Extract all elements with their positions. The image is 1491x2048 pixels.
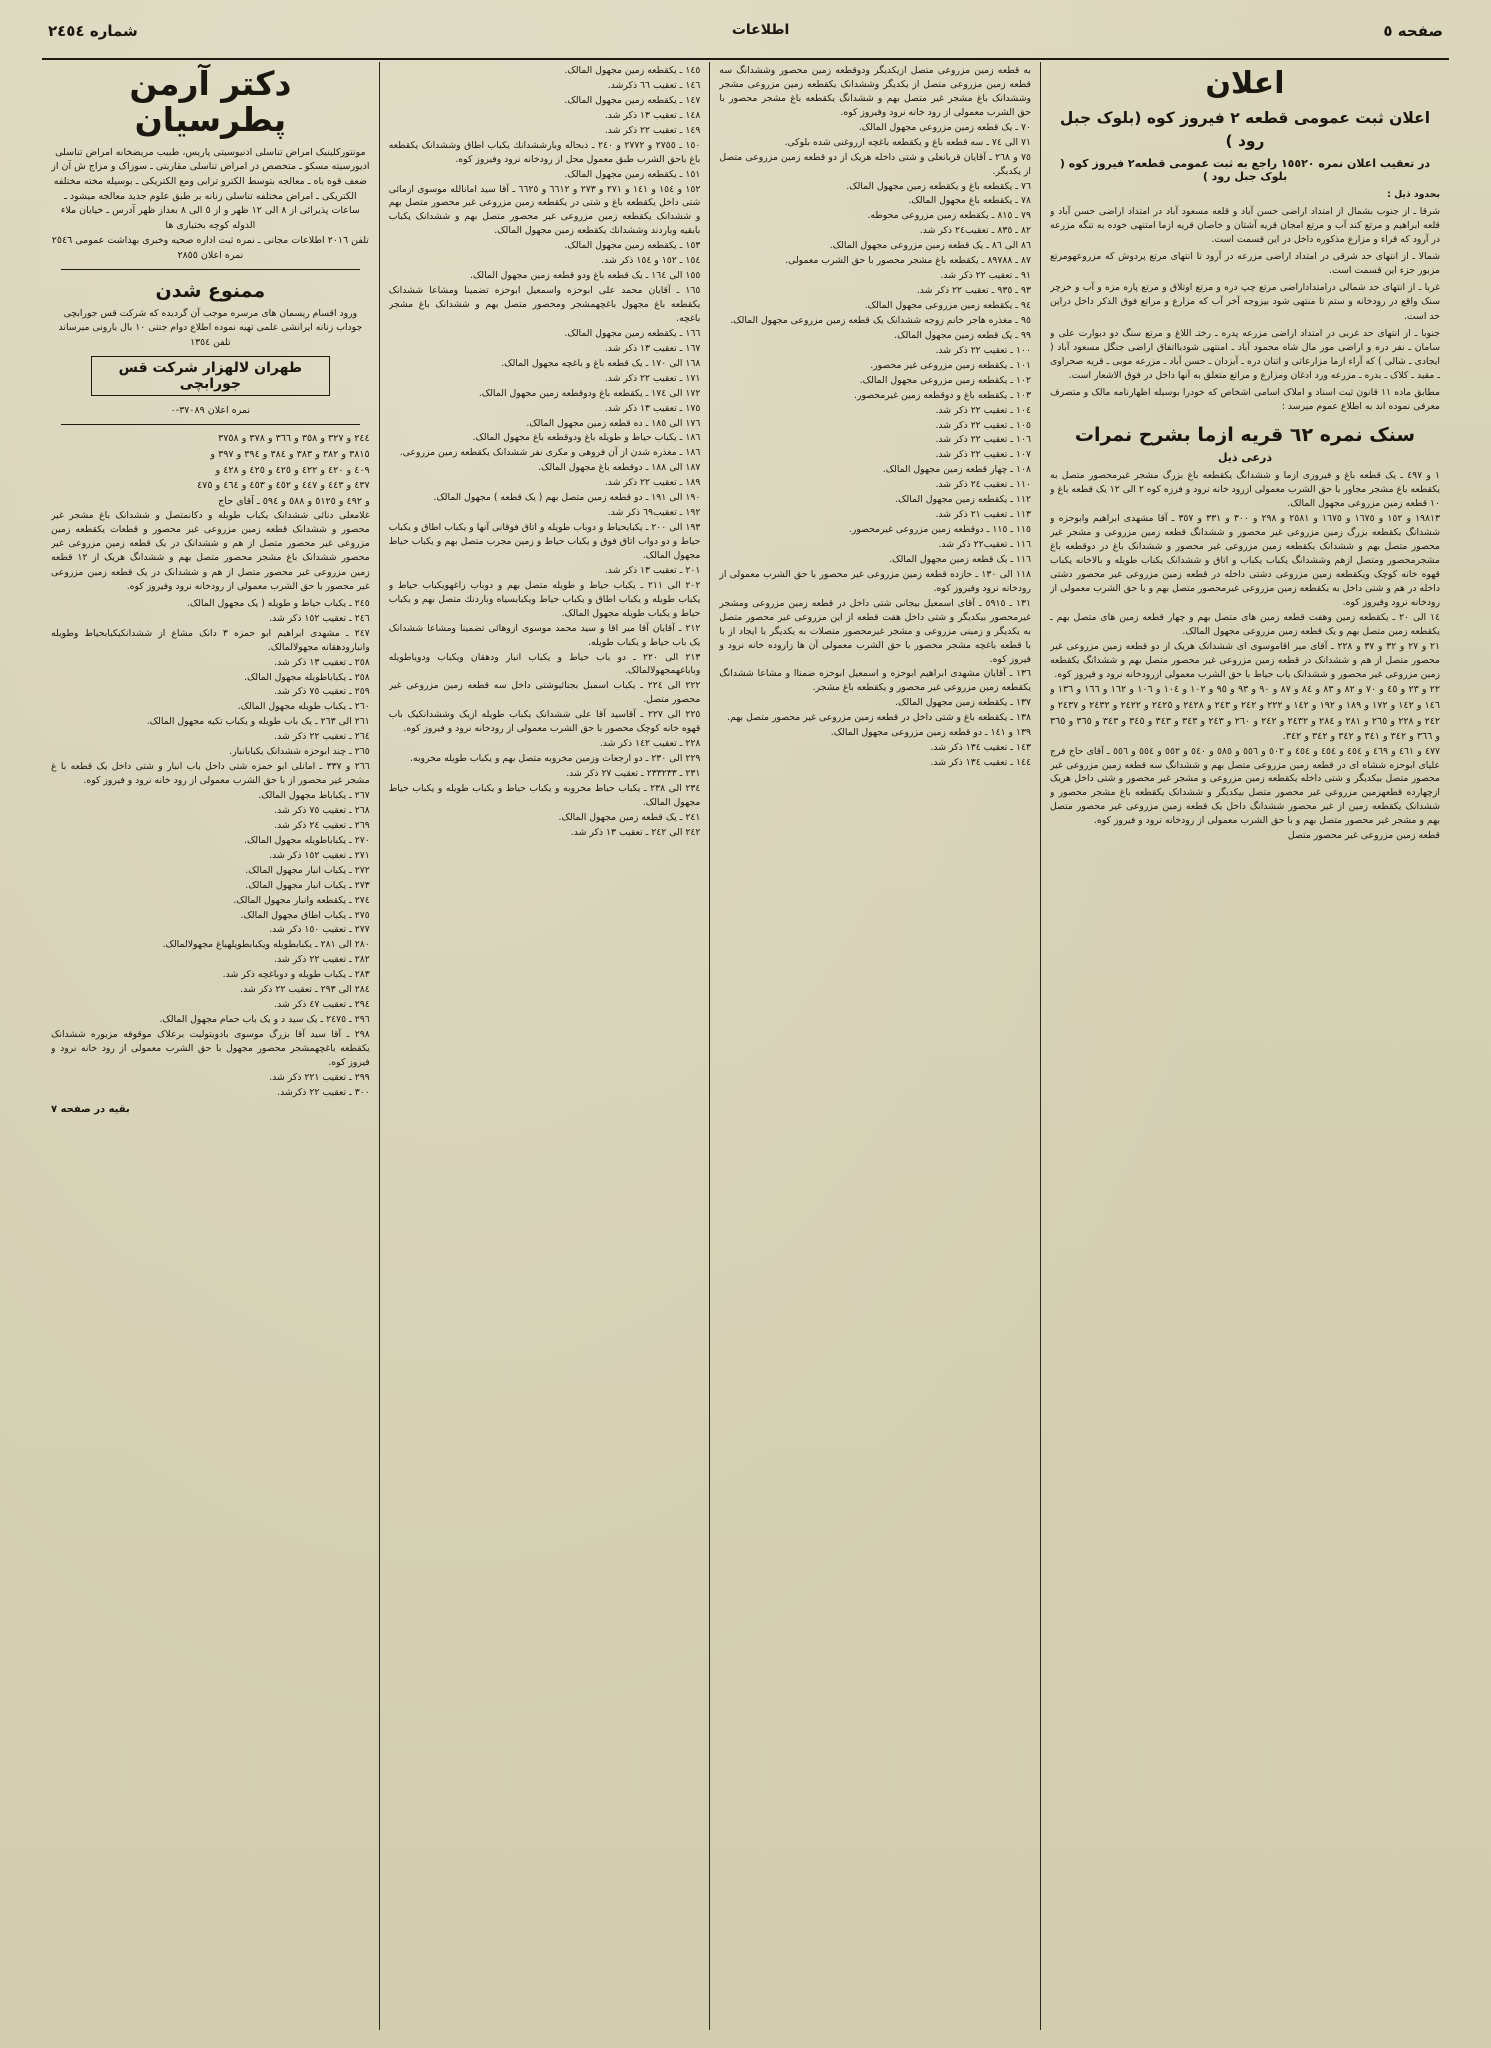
list-item: ١٠٤ ـ تعقیب ٢٢ ذکر شد. — [935, 404, 1031, 416]
list-item: ١٠٢ ـ یکقطعه زمین مزروعی مجهول المالک. — [859, 374, 1031, 386]
company-name: طهران لالهزار شرکت قس جورابچی — [91, 356, 330, 396]
list-item: ١٣٦ ـ آقایان مشهدی ابراهیم ابوحزه و اسمعیل ابوحزه ضمناا و مشاعا ششدانگ یکقطعه زمین مزروعی غیر محصور و یکقطعه باغ مشجر. — [719, 668, 1031, 694]
numbers-line-5: و ٤٩٢ و ٥١٢٥ و ٥٨٨ و ٥٩٤ ـ آقای حاج — [218, 495, 370, 507]
list-item: ١٥٢ و ١٥٤ و ١٤١ و ٢٧١ و ٢٧٣ و ٦٦١٢ و ٦٦٢٥ ـ آقا سید امانالله موسوی ازمائی شتی داخل یکقطعه باغ و شتی در یکقطعه زمین مزروعی غیر محصور متصل بهم و ششدانک یکقطعه زمین مزروعی غیر محصور متصل بهم و ششدانک یکباب بابقیه وباردند وششدانك یکقطعه زمین مجهول المالک. — [388, 183, 701, 237]
list-item: ٧٠ ـ یک قطعه زمین مزروعی مجهول المالک. — [858, 121, 1031, 133]
list-item: ٢٤٢ الی ٢٤٢ ـ تعقیب ١٣ ذکر شد. — [570, 826, 701, 838]
list-item: ٢٥٨ ـ تعقیب ١٣ ذکر شد. — [274, 656, 370, 668]
list-item: ١٠٦ ـ تعقیب ٢٢ ذکر شد. — [935, 434, 1031, 446]
list-item: ٢٦٠ ـ یکباب طویله مجهول المالک. — [237, 701, 370, 713]
list-item: ٢٩٨ ـ آقا سید آقا بزرگ موسوی بادویتولیت برعلاک موقوفه مزبوره ششدانک یکقطعه باغچهمشجر محصور مجهول با حق الشرب معمولی از رود خانه نرود و فیروز کوه. — [51, 1029, 370, 1068]
list-item: ١٠٨ ـ چهار قطعه زمین مجهول المالک. — [882, 464, 1031, 476]
list-item: ١٧٥ ـ تعقیب ١٣ ذکر شد. — [604, 402, 701, 414]
column-1-announcement — [1041, 62, 1449, 2030]
ad-divider — [61, 269, 360, 270]
list-item: ٢٨٠ الی ٢٨١ ـ یکبابطویله ویکبابطویلهباغ مجهولالمالک. — [162, 939, 370, 951]
list-item: ٢٧٥ ـ یکباب اطاق مجهول المالک. — [240, 909, 370, 921]
list-item: ١٣١ ـ ٥٩١٥ ـ آقای اسمعیل بیجانی شتی داخل در قطعه زمین مزروعی ومشجر غیرمحصور بیکدیگر و شتی داخل هفت قطعه از این مزروعی غیر محصور متصل به یکدیگر و زمینی مزروعی و مشجر غیرمحصور متصلات به یکدیگر با ایجاد از با با قطعه باغچه مشجر محصور با حق الشرب معمولی آن ها زاروده خانه نرود و فیروز کوه. — [719, 597, 1031, 665]
list-item: به قطعه زمین مزروعی متصل ازیکدیگر ودوقطعه زمین محصور وششدانگ سه قطعه زمین مزروعی متصل از یکدیگر وششدانک یکقطعه زمین مزروعی مشجر وششدانک باغ مشجر غیر متصل بهم و ششدانگ یکقطعه باغ مشجر محصور با حق الشرب معمولی از رود خانه نرود وفیروز کوه. — [719, 65, 1031, 118]
list-item: ١٠٥ ـ تعقیب ٢٢ ذکر شد. — [935, 419, 1031, 431]
numbers-line-4: ٤٣٧ و ٤٤٣ و ٤٤٧ و ٤٥٢ و ٤٥٣ و ٤٦٤ و ٤٧٥ — [197, 480, 370, 492]
list-item: ٧٨ ـ یکقطعه باغ مجهول المالک. — [908, 195, 1031, 207]
page-number-label: صفحه ٥ — [1383, 22, 1443, 40]
numbers-line-3: ٤٠٩ و ٤٢٠ و ٤٢٢ و ٤٢٥ و ٤٢٥ و ٤٢٨ و — [215, 464, 370, 476]
list-item: ٢١٣ الی ٢٢٠ ـ دو باب حیاط و یکباب انبار ودهقان ویکباب ودویاطویله وباباغهمجهولالمالک. — [388, 651, 701, 677]
list-item: ٢٦٧ ـ یکباباط مجهول المالک. — [258, 790, 370, 802]
list-item: ١٤٨ ـ تعقیب ١٣ ذکر شد. — [604, 109, 701, 121]
column-3-items — [389, 64, 701, 2030]
list-item: ١١٣ ـ تعقیب ٢١ ذکر شد. — [935, 509, 1031, 521]
list-item: ٢١٢ ـ آقایان آقا میر اقا و سید محمد موسوی ازوهائی تضمینا ومشاعا ششدانک یک باب حیاط و یکباب طویله. — [388, 622, 701, 648]
list-item: ١٤٧ ـ یکقطعه زمین مجهول المالک. — [564, 94, 701, 106]
list-item: ١٥٥ الی ١٦٤ ـ یک قطعه باغ ودو قطعه زمین مجهول المالک. — [469, 270, 701, 282]
list-item: ٨٧ ـ ٨٩٧٨٨ ـ یکقطعه باغ مشجر محصور با حق الشرب معمولی. — [785, 255, 1031, 267]
list-item: ٢٧٢ ـ یکباب انبار مجهول المالک. — [245, 864, 370, 876]
list-item: ٢٧٣ ـ یکباب انبار مجهول المالک. — [245, 879, 370, 891]
column-4-items — [51, 597, 370, 1100]
list-item: ٢٦١ الی ٢٦٣ ـ یک باب طویله و یکباب تکیه مجهول المالک. — [146, 716, 370, 728]
villages-section-title: سنک نمره ٦٢ قریه ازما بشرح نمرات — [1074, 424, 1416, 447]
list-item: ٢٠٢ الی ٢١١ ـ یکباب حیاط و طویله متصل بهم و دوباب زاغهویکباب حیاط و یکباب طویله و یکباب اطاق و یکباب حیاط ویکبابسیاه وباردنك متصل بهم و یکباب حیاط و یکباب طویله مجهول المالک. — [388, 579, 701, 619]
notice-title: ممنوع شدن — [155, 280, 266, 303]
announcement-subtitle: اعلان ثبت عمومی قطعه ۲ فیروز کوه (بلوک جبل رود ) — [1059, 109, 1431, 151]
list-item: ١٤٤ ـ تعقیب ١٣٤ ذکر شد. — [930, 757, 1031, 769]
doctor-ad-body: مونتورکلینیک امراض تناسلی ادنیوسیتی پاریس، طبیب مریضخانه امراض تناسلی ادیورسیته مسکو ـ متخصص در امراض تناسلی مقاربتی ـ سوزاک و مزاج ش آن از ضعف قوه باه ـ معالجه بتوسط الکترو ترابی ومع الکتریکی ـ بوسیله مخته مختلفه الکتریکی ـ امراض مختلفه تناسلی زنانه بر طبق علوم جدید معالجه میشود ـ ساعات پذیرائی از ۸ الی ۱۲ ظهر و از ٥ الی ۸ بعداز ظهر آدرس ـ خیابان ملاء الدوله کوچه بختیاری ها — [51, 146, 370, 232]
list-item: ١٥٣ ـ یکقطعه زمین مجهول المالک. — [564, 240, 701, 252]
list-item: ٢٦٤ ـ تعقیب ٢٢ ذکر شد. — [274, 731, 370, 743]
list-item: ٢٢٥ الی ٢٢٧ ـ آقاسید آقا علی ششدانک یکباب طویله ازیک وششدانکیک باب قهوه خانه کوچک محصور با حق الشرب معمولی از رودخانه نرود و فیروز کوه. — [388, 709, 701, 735]
continuation-note: بقیه در صفحه ٧ — [51, 1103, 130, 1115]
masthead — [42, 22, 1449, 60]
list-item: ١٨٦ ـ مغذره شدن از آن فروهی و مکری نفر ششدانک یکقطعه زمین مزروعی. — [399, 447, 701, 459]
list-item: ١٥٠ ـ ٢٧٥٥ و ٢٧٧٢ و ٢٤٠ ـ ذبحاله وبارششدانك یکباب اطاق وششدانک یکقطعه باغ باحق الشرب طبق معمول محل از رودخانه نرود وفیروز کوه. — [388, 139, 701, 165]
list-item: ١٠٠ ـ تعقیب ٢٢ ذکر شد. — [935, 344, 1031, 356]
list-item: ١٨٧ الی ١٨٨ ـ دوقطعه باغ مجهول المالک. — [538, 462, 701, 474]
list-item: ٢٦٩ ـ تعقیب ٢٤ ذکر شد. — [274, 819, 370, 831]
column-3-list — [380, 62, 711, 2030]
list-item: ١٣٩ و ١٤١ ـ دو قطعه زمین مزروعی مجهول المالک. — [830, 727, 1031, 739]
doctor-ad-number: نمره اعلان ٢٨٥٥ — [177, 249, 244, 261]
list-item: ٢٣١ ـ ٢٣٣٢٣٣ ـ تعقیب ٢٧ ذکر شد. — [566, 768, 701, 779]
list-item: ١١٥ ـ ١١٥ ـ دوقطعه زمین مزروعی غیرمحصور. — [848, 524, 1031, 536]
list-item: ١٥١ ـ یکقطعه زمین مجهول المالک. — [564, 168, 701, 180]
paper-name: اطلاعات — [731, 22, 790, 38]
list-item: ١٦٧ ـ تعقیب ١٣ ذکر شد. — [604, 342, 701, 354]
list-item: ٢٤١ ـ یک قطعه زمین مجهول المالک. — [558, 811, 701, 823]
list-item: ٩٣ ـ ٩٣٥ ـ تعقیب ٢٢ ذکر شد. — [916, 285, 1031, 297]
list-item: ١٩٢ ـ تعقیب٦٩ ذکر شد. — [607, 507, 701, 519]
list-item: ٢٨٣ ـ یکباب طویله و دوباغچه ذکر شد. — [222, 969, 370, 981]
list-item: ٨٢ ـ ٨٣٥ ـ تعقیب٢٤ ذکر شد. — [919, 225, 1031, 237]
list-item: ١٧١ ـ تعقیب ٢٢ ذکر شد. — [604, 372, 701, 384]
list-item: ٢٢٩ الی ٢٣٠ ـ دو ارجعات وزمین مخروبه متصل بهم و یکباب طویله مخروبه. — [410, 753, 701, 765]
company-ad-number: نمره اعلان ٣٧٠٨٩-٠ — [170, 404, 251, 416]
list-item: ١١٦ ـ یک قطعه زمین مجهول المالک. — [889, 553, 1031, 565]
list-item: ١١٠ ـ تعقیب ٢٤ ذکر شد. — [935, 479, 1031, 491]
list-item: ٢١ و ٢٧ و ٣٢ و ٣٧ و ٢٢٨ ـ آقای میر اقاموسوی ای ششدانک هریک از دو قطعه زمین مزروعی غیر محصور متصل از هم و ششدانک در قطعه زمین مزروعی غیر محصور متصل بهم و ششدانگ یکقطعه زمین مزروعی غیر محصور و ششدانک یاب حیاط با حق الشرب معمولی ازرودخانه نرود و فیروز کوه. — [1049, 640, 1440, 680]
list-item-numbers: ٢٢ و ٢٣ و ٤٥ و ٧٠ و ٨٢ و ٨٣ و ٨٤ و ٨٧ و ٩٠ و ٩٣ و ٩٥ و ١٠٢ و ١٠٤ و ١٠٦ و ١٦٢ و ١٦٦ و ١٣٦ و ١٤٦ و ١٤٢ و ١٧٢ و ١٨٩ و ١٩٢ و ١٤٢ و ٢٢٢ و ٢٤٢ و ٢٤٣ و ٢٤٢٨ و ٢٤٢٥ و ٢٤٢٢ و ٢٤٣٢ و ٢٤٣٧ و ٢٤٢ و ٢٢٨ و ٢٦٥ و ٢٨١ و ٢٨٤ و ٢٤٣٢ و ٢٤٢ و ٢٦٠ و ٢٤٣ و ٣٤٣ و ٣٤٣ و ٣٤٥ و ٣٤٣ و ٣٦٥ و ٣٦٥ و ٣٦٦ و ٣٤٢ و ٣٤١ و ٣٤٢ و ٣٤٢ و ٣٤٢. — [1049, 684, 1440, 743]
announcement-title: اعلان — [1205, 66, 1285, 101]
list-item: ٢٩٩ ـ تعقیب ٢٢١ ذکر شد. — [269, 1071, 370, 1083]
list-item: ٢٧٠ ـ یکباباطویله مجهول المالک. — [243, 834, 370, 846]
list-item: ٢٢٢ الی ٢٢٤ ـ یکباب اسمبل بجنائیوشتی داخل سه قطعه زمین مزروعی غیر محصور متصل. — [388, 680, 701, 706]
list-item: ٢٩٦ ـ ٢٤٧٥ ـ یک سید د و یک باب حمام مجهول المالک. — [159, 1014, 370, 1026]
column-2-items — [719, 64, 1031, 2030]
list-item: ١٠٣ ـ یکقطعه باغ و دوقطعه زمین غیرمحصور. — [854, 389, 1031, 401]
list-item: ٧١ الی ٧٤ ـ سه قطعه باغ و یکقطعه باغچه ازروغنی شده بلوکی. — [784, 136, 1031, 148]
list-item: ١٦٨ الی ١٧٠ ـ یک قطعه باغ و باغچه مجهول المالک. — [501, 357, 701, 369]
doctor-ad-phone: تلفن ٢٠١٦ اطلاعات مجانی ـ نمره ثبت اداره صحیه وخبری بهداشت عمومی ٢٥٤٦ — [51, 234, 369, 246]
list-item: ٢٧١ ـ تعقیب ١٥٢ ذکر شد. — [269, 849, 370, 861]
column-2-list — [710, 62, 1041, 2030]
list-item: ٢٥٨ ـ یکباباطویله مجهول المالک. — [243, 671, 370, 683]
villages-list — [1050, 469, 1440, 843]
list-item: ٢٦٥ ـ چند ابوحزه ششدانک یکبابانبار. — [229, 746, 370, 758]
list-item: ٢٢٨ ـ تعقیب ١٤٢ ذکر شد. — [599, 738, 701, 750]
announcement-para-east: شرقا ـ از جنوب بشمال از امتداد اراضی حسن آباد و قلعه مسعود آباد در امتداد اراضی حسن آباد و قلعه ابراهیم و مرتع کند آب و مرتع امجان قریه آشتان و خاصان قریه ازما امتنهی خوده به تنگه مزرعه در آرود که قراء و مزارع مذکوره داخل در این قسمت است. — [1049, 205, 1440, 245]
list-item: ٢٨٤ الی ٢٩٣ ـ تعقیب ٢٢ ذکر شد. — [240, 984, 370, 996]
list-item: ١ و ٤٩٧ ـ یک قطعه باغ و فیروزی ازما و ششدانگ یکقطعه باغ بزرگ مشجر غیرمحصور متصل به یکقطعه باغ مشجر مجاور با حق الشرب معمولی ازرود خانه نرود و فرزه کوه ۲ الی ۱۲ یک قطعه باغ و ١٠ قطعه زمین مزروعی مجهول المالک. — [1049, 470, 1440, 510]
list-item: ٢٤٥ ـ یکباب حیاط و طویله ( یک مجهول المالک. — [186, 597, 370, 609]
list-item: ١٨٦ ـ یکباب حیاط و طویله باغ ودوقطعه باغ مجهول المالک. — [472, 432, 701, 444]
list-item: ١٤٩ ـ تعقیب ٢٢ ذکر شد. — [604, 124, 701, 136]
numbers-line-2: ٣٨١٥ و ٣٨٢ و ٣٨٣ و ٣٨٤ و ٣٩٤ و ٣٩٧ و — [210, 448, 370, 460]
doctor-ad-name: دکتر آرمن پطرسیان — [129, 64, 292, 140]
list-item: ١٤٣ ـ تعقیب ١٣٤ ذکر شد. — [930, 742, 1031, 754]
page-sheet — [42, 22, 1449, 2030]
list-item: ٩٩ ـ یک قطعه زمین مجهول المالک. — [894, 329, 1031, 341]
list-item: ٩١ ـ تعقیب ٢٢ ذکر شد. — [940, 270, 1031, 282]
list-item: ٢٧٤ ـ یکقطعه وانبار مجهول المالک. — [233, 894, 370, 906]
issue-number: شماره ۲٤٥٤ — [48, 22, 138, 40]
list-item: ٢٤٦ ـ تعقیب ١٥٢ ذکر شد. — [269, 612, 370, 624]
list-item: قطعه زمین مزروعی غیر محصور متصل — [1287, 830, 1440, 842]
notice-body: ورود اقسام ریسمان های مرسره موجب آن گردیده که شرکت قس جورابچی جوداب زنانه ایرانشی علمی تهیه نموده اطلاع دوام جنتی ١٠ بال بارونی میرساند تلفن ١٣٥٤ — [58, 308, 363, 348]
list-item: ١١٦ ـ تعقیب٢٢ ذکر شد. — [938, 539, 1031, 550]
announcement-para-law: مطابق ماده ١١ قانون ثبت اسناد و املاک اسامی اشخاص که خودرا بوسیله اظهارنامه مالک و متصرف معرفی نموده اند به اطلاع عموم میرسد : — [1049, 387, 1440, 413]
list-item: ٢٩٤ ـ تعقیب ٤٧ ذکر شد. — [274, 999, 370, 1011]
announcement-para-west: غربا ـ از انتهای حد شمالی درامتداداراضی مرتع چپ دره و مرتع اوتلاق و مرتع پاره مزه و آب و خرچر سنک واقع در رودخانه و ستم تا منتهی شود بیزوجه آخر آب که مزارع و مراتع فوق الذکر داخل دراین حد است. — [1049, 282, 1440, 322]
numbers-line-1: ٢٤٤ و ٣٢٧ و ٣٥٨ و ٣٦٦ و ٣٧٨ و ٣٧٥٨ — [218, 433, 370, 445]
list-item: ١٣٨ ـ یکقطعه باغ و شتی داخل در قطعه زمین مزروعی غیر محصور متصل بهم. — [727, 712, 1031, 724]
list-item: ١٩٠ الی ١٩١ ـ دو قطعه زمین متصل بهم ( یک قطعه ) مجهول المالک. — [433, 492, 701, 504]
list-item: ١٣٧ ـ یکقطعه زمین مجهول المالک. — [895, 697, 1031, 709]
column-4-ads — [42, 62, 380, 2030]
list-item: ١٤٦ ـ تعقیب ٦٦ ذکرشد. — [607, 79, 701, 91]
notice-divider — [61, 424, 360, 425]
list-item: ٧٥ و ٢٦٨ ـ آقایان قربانعلی و شتی داخله هریک از دو قطعه زمین مزروعی متصل از یکدیگر. — [719, 151, 1031, 177]
list-item: ٢٥٩ ـ تعقیب ٧٥ ذکر شد. — [274, 686, 370, 698]
list-item: ١٠١ ـ یکقطعه زمین مزروعی غیر محصور. — [870, 359, 1031, 371]
list-item: ٤٧٧ و ٤٦١ و ٤٦٩ و ٤٥٤ و ٤٥٤ و ٤٥٤ و ٥٠٢ و ٥٥٦ و ٥٨٥ و ٥٤٠ و ٥٥٢ و ٥٥٤ و ٥٥٦ ـ آقای حاج فرج علیای ابوحزه ششاه ای در قطعه زمین مزروعی متصل بهم و ششدانگ سه قطعه زمین مزروعی غیر محصور متصل بیکدیگر و شتی داخله یکقطعه زمین مزروعی و مشجر غیر محصور و شتی داخل هریک ازچهارده قطعهزمین مزروعی غیر محصور متصل بیکدیگر و ششدانک یکقطعه باغ مشجر محصور و ششدانک یکقطعه زمین از غیر محصور ششدانگ داخل یک قطعه زمین مزروعی غیر محصور متصل بهم و مشجر غیر محصور متصل بهم و با حق الشرب معمولی از رودخانه نرود و فیروز کوه. — [1049, 745, 1440, 827]
list-item: ٢٠١ ـ تعقیب ١٣ ذکر شد. — [604, 564, 701, 576]
announcement-para-north: شمالا ـ از انتهای حد شرقی در امتداد اراضی مزرعه در آرود تا انتهای مرتع پردوش که مزروعهومرتع مزبور جزء این قسمت است. — [1049, 251, 1440, 277]
list-item: ٢٨٢ ـ تعقیب ٢٢ ذکر شد. — [274, 954, 370, 966]
list-item: ١٩٨١٣ و ١٥٢ و ١٦٧٥ و ١٦٧٥ و ٢٥٨١ و ٢٩٨ و ٣٠٠ و ٣٣١ و ٣٥٧ ـ آقا مشهدی ابراهیم وابوحزه و ششدانگ یکقطعه بزرگ زمین مزروعی غیر محصور و ششدانگ قطعه زمین مزروعی و مشجر غیر محصور متصل بهم و ششدانک یکقطعه زمین مزروعی غیر محصور و ششدانک باغ در دوقطعه باغ مشجرمحصور ومتصل ازهم وششدانگ یکباب یکباب و اتاق و ششدانک یکباب طویله و بالاخانه یکباب قهوه خانه کوچک ویکقطعه زمین مزروعی دشتی داخله در قطعه زمین مزروعی غیر محصور دشتی داخله در هم و شتی داخل به یکقطعه زمین مزروعی غیرمحصور متصل بهم و با حق الشرب معمولی از رودخانه نرود وفیروز کوه. — [1049, 513, 1440, 608]
list-item: ٣٠٠ ـ تعقیب ٢٢ ذکرشد. — [277, 1086, 370, 1098]
list-item: ١٧٦ الی ١٨٥ ـ ده قطعه زمین مجهول المالک. — [526, 417, 701, 429]
announcement-para-south: جنوبا ـ از انتهای حد غربی در امتداد اراضی مزرعه پدره ـ رختـ اللاغ و مرتع سنگ دو دیوارت علی و سامان ـ نفر دره و اراضی مور مال شاه محمود آباد ـ امنتهی شودبااتفاق اراضی جنگل مسعود آباد ( ایجادی ـ شالی ) که آراء ازما مزارعاتی و اتنان دره ـ آبزدان ـ حسن آباد ـ مزرعه موبی ـ قریه صحراوی ـ مقید ـ کلاک ـ بدره ـ مزرعه ورد ادغان ومزارع و مراتع متعلق به آنها داخل در فوق الاشعار است. — [1049, 327, 1440, 381]
list-item: ٩٥ ـ مغذره هاجر خانم زوجه ششدانک یک قطعه زمین مزروعی مجهول المالک. — [730, 314, 1031, 326]
list-item: ١١٢ ـ یکقطعه زمین مجهول المالک. — [895, 494, 1031, 506]
list-item: ١٤ الی ٢٠ ـ یکقطعه زمین وهفت قطعه زمین های متصل بهم و چهار قطعه زمین های متصل بهم ـ یکقطعه زمین متصل بهم و یک قطعه زمین مزروعی مجهول المالک. — [1049, 611, 1440, 637]
list-item: ١٤٥ ـ یکقطعه زمین مجهول المالک. — [564, 65, 701, 76]
columns-container — [42, 62, 1449, 2030]
list-item: ١١٨ الی ١٣٠ ـ حازده قطعه زمین مزروعی غیر محصور با حق الشرب معمولی از رودخانه نرود وفیروز کوه. — [719, 568, 1031, 594]
list-item: ١٦٦ ـ یکقطعه زمین مجهول المالک. — [564, 327, 701, 339]
list-item: ١٨٩ ـ تعقیب ٢٢ ذکر شد. — [604, 477, 701, 489]
numbers-line-6: غلامعلی دنائی ششدانک یکباب طویله و دکانمتصل و ششدانک باغ مشجر غیر محصور و ششدانک قطعه زمین مزروعی غیر محصور و قطعات یکقطعه زمین مزروعی غیر محصور متصل از هم و ششدانک در یک قطعه زمین مزروعی غیر محصور ششدانک باغ مشجر محصور متصل بهم و ششدانگ هریک از ١٢ قطعه زمین مزروعی غیر محصور متصل از هم و ششدانک در یک قطعه زمین مزروعی غیر محصور با حق الشرب معمولی از رودخانه نرود وفیروز کوه. — [51, 510, 370, 592]
list-item: ٢٦٦ و ٣٣٧ ـ امانلی ابو حمزه شتی داخل باب انبار و شتی داخل یک قطعه با غ مشجر غیر محصور از با حق الشرب معمولی از رود خانه نرود و فیروز کوه. — [51, 761, 370, 787]
list-item: ٢٦٨ ـ تعقیب ٧٥ ذکر شد. — [274, 804, 370, 816]
list-item: ٩٤ ـ یکقطعه زمین مزروعی مجهول المالک. — [864, 300, 1031, 311]
announcement-subtitle2: در تعقیب اعلان نمره ١٥٥٢٠ راجع به ثبت عمومی قطعه۲ فیروز کوه ( بلوک جبل رود ) — [1059, 156, 1431, 183]
list-item: ٧٦ ـ یکقطعه باغ و یکقطعه زمین مجهول المالک. — [846, 180, 1031, 192]
list-item: ١٧٢ الی ١٧٤ ـ یکقطعه باغ ودوقطعه زمین مجهول المالک. — [478, 387, 701, 399]
list-item: ٧٩ ـ ٨١٥ ـ یکقطعه زمین مزروعی محوطه. — [867, 210, 1031, 222]
announcement-lead: بحدود ذیل : — [1387, 188, 1440, 200]
list-item: ٢٧٧ ـ تعقیب ١٥٠ ذکر شد. — [269, 924, 370, 936]
list-item: ٨٦ الی ٨٦ ـ یک قطعه زمین مزروعی مجهول المالک. — [829, 240, 1031, 252]
list-item: ١٩٣ الی ٢٠٠ ـ یکبابحیاط و دوباب طویله و اتاق فوقانی آنها و یکباب اطاق و یکباب حیاط و دو دواب اتاق فوق و یکباب حیاط و زمین مجرب متصل بهم و یکباب حیاط مجهول المالک. — [388, 522, 701, 561]
list-item: ٢٣٤ الی ٢٣٨ ـ یکباب حیاط مخروبه و یکباب حیاط و یکباب طویله و یکباب حیاط مجهول المالک. — [388, 782, 701, 808]
villages-section-subtitle: ذرعی ذیل — [1217, 451, 1273, 465]
list-item: ١٦٥ ـ آقایان محمد علی ابوحزه واسمعیل ابوحزه تضمینا ومشاعا ششدانک یکقطعه باغ مجهول باغچهمشجر ومحصور متصل بهم و ششدانک باغ مشجر باغچه. — [388, 285, 701, 324]
list-item: ١٠٧ ـ تعقیب ٢٢ ذکر شد. — [935, 449, 1031, 461]
list-item: ٢٤٧ ـ مشهدی ابراهیم ابو حمزه ٣ دانک مشاع از ششدانکیکبابحیاط وطویله وانبارودهقانه مجهولالمالک. — [51, 627, 370, 653]
list-item: ١٥٤ ـ ١٥٢ و ١٥٤ ذکر شد. — [601, 255, 701, 267]
